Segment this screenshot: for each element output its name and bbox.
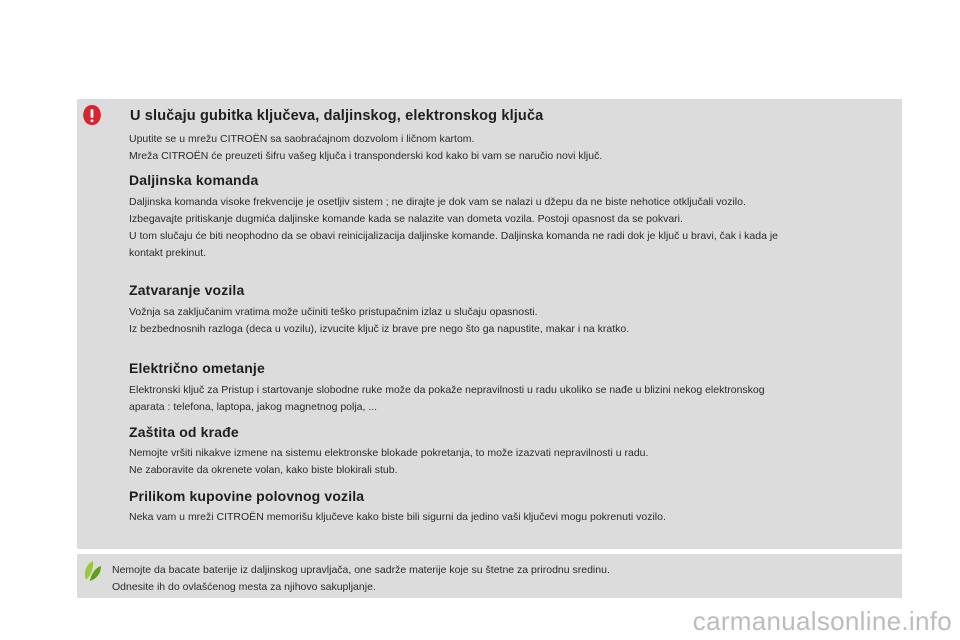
section-text-theft-protection bbox=[129, 445, 648, 479]
section-text-key-loss bbox=[129, 131, 602, 165]
text-line: Nemojte da bacate baterije iz daljinskog upravljača, one sadrže materije koje su štetne za prirodnu sredinu. bbox=[112, 564, 610, 576]
text-line: Nemojte vršiti nikakve izmene na sistemu elektronske blokade pokretanja, to može izazvati nepravilnosti u radu. bbox=[129, 447, 649, 459]
section-title-locking: Zatvaranje vozila bbox=[129, 282, 245, 298]
watermark: carmanualsonline.info bbox=[692, 606, 952, 636]
text-line: Elektronski ključ za Pristup i startovanje slobodne ruke može da pokaže nepravilnosti u radu ukoliko se nađe u blizini nekog elektronskog bbox=[129, 384, 765, 396]
text-line: Iz bezbednosnih razloga (deca u vozilu), izvucite ključ iz brave pre nego što ga napustite, makar i na kratko. bbox=[129, 323, 630, 335]
text-line: Neka vam u mreži CITROËN memorišu ključeve kako biste bili sigurni da jedino vaši ključevi mogu pokrenuti vozilo. bbox=[129, 511, 666, 523]
section-title-key-loss: U slučaju gubitka ključeva, daljinskog, elektronskog ključa bbox=[130, 108, 544, 124]
text-line: U tom slučaju će biti neophodno da se obavi reinicijalizacija daljinske komande. Daljinska komanda ne radi dok je ključ u bravi, čak i kada je bbox=[129, 230, 779, 242]
section-text-remote-control bbox=[129, 194, 778, 262]
section-text-used-vehicle bbox=[129, 509, 666, 526]
text-line: Mreža CITROËN će preuzeti šifru vašeg ključa i transponderski kod kako bi vam se naručio novi ključ. bbox=[129, 150, 603, 162]
text-line: Odnesite ih do ovlašćenog mesta za njihovo sakupljanje. bbox=[112, 581, 376, 593]
section-text-electrical-interference bbox=[129, 382, 765, 416]
text-line: Ne zaboravite da okrenete volan, kako biste blokirali stub. bbox=[129, 464, 398, 476]
text-line: kontakt prekinut. bbox=[129, 247, 207, 259]
text-line: Uputite se u mrežu CITROËN sa saobraćajnom dozvolom i ličnom kartom. bbox=[129, 133, 475, 145]
section-title-remote-control: Daljinska komanda bbox=[129, 172, 259, 188]
section-title-electrical-interference: Električno ometanje bbox=[129, 360, 265, 376]
leaf-icon bbox=[82, 560, 102, 582]
eco-note-text bbox=[112, 562, 610, 596]
text-line: Vožnja sa zaključanim vratima može učiniti teško pristupačnim izlaz u slučaju opasnosti. bbox=[129, 306, 538, 318]
section-text-locking bbox=[129, 304, 629, 338]
section-title-used-vehicle: Prilikom kupovine polovnog vozila bbox=[129, 488, 365, 504]
text-line: Daljinska komanda visoke frekvencije je osetljiv sistem ; ne dirajte je dok vam se nalazi u džepu da ne biste nehotice otključali vozilo. bbox=[129, 196, 746, 208]
text-line: aparata : telefona, laptopa, jakog magnetnog polja, ... bbox=[129, 401, 378, 413]
section-title-theft-protection: Zaštita od krađe bbox=[129, 424, 239, 440]
warning-icon bbox=[82, 104, 102, 126]
text-line: Izbegavajte pritiskanje dugmića daljinske komande kada se nalazite van dometa vozila. Postoji opasnost da se pokvari. bbox=[129, 213, 683, 225]
